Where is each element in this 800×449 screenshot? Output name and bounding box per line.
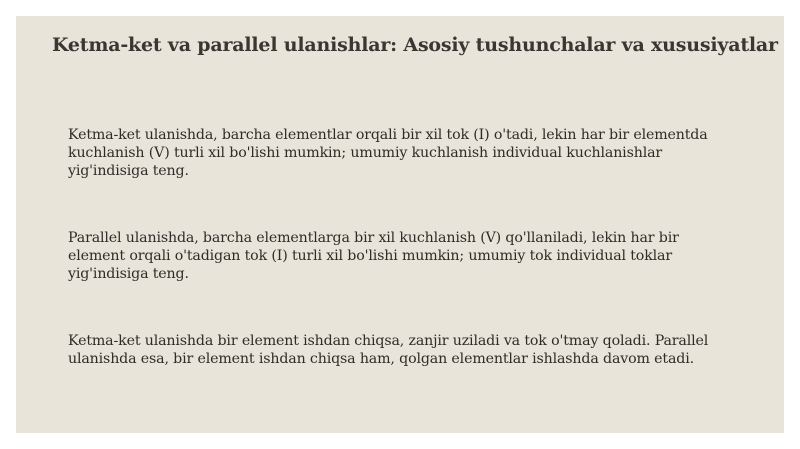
slide bbox=[16, 16, 784, 433]
paragraph-parallel-connection: Parallel ulanishda, barcha elementlarga bir xil kuchlanish (V) qo'llaniladi, lekin har bir element orqali o'tadigan tok (I) turli xil bo'lishi mumkin; umumiy tok individual toklar yig'indisiga teng. bbox=[68, 230, 679, 282]
paragraph-failure-behavior: Ketma-ket ulanishda bir element ishdan chiqsa, zanjir uziladi va tok o'tmay qoladi. Parallel ulanishda esa, bir element ishdan chiqsa ham, qolgan elementlar ishlashda davom etadi. bbox=[68, 333, 709, 367]
paragraph-series-connection: Ketma-ket ulanishda, barcha elementlar orqali bir xil tok (I) o'tadi, lekin har bir elementda kuchlanish (V) turli xil bo'lishi mumkin; umumiy kuchlanish individual kuchlanishlar yig'indisiga teng. bbox=[68, 127, 708, 179]
slide-title: Ketma-ket va parallel ulanishlar: Asosiy tushunchalar va xususiyatlar bbox=[52, 34, 778, 56]
